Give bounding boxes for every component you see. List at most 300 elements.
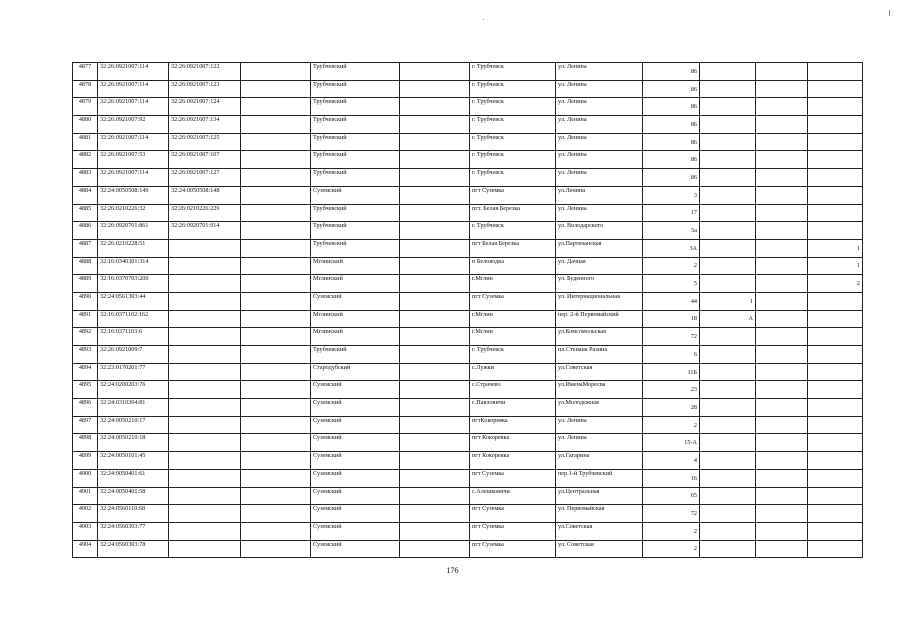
district-cell: Суземский (311, 469, 400, 487)
cadastral-number-cell: 32:24:0310304:81 (98, 399, 169, 417)
object-cadastral-number-cell: 32:26:0921007:124 (169, 98, 241, 116)
empty-cell (756, 292, 808, 310)
object-cadastral-number-cell (169, 434, 241, 452)
house-number-cell: 16 (643, 469, 700, 487)
street-cell: ул. Советская (556, 540, 643, 558)
settlement-cell: г.Мглин (470, 328, 556, 346)
building-cell (700, 63, 756, 81)
scan-speck (889, 10, 890, 16)
settlement-cell: г. Трубчевск (470, 346, 556, 364)
building-cell (700, 257, 756, 275)
district-cell: Мглинский (311, 328, 400, 346)
empty-cell (241, 363, 311, 381)
object-cadastral-number-cell: 32:26:0921007:123 (169, 80, 241, 98)
district-cell: Суземский (311, 292, 400, 310)
empty-cell (756, 151, 808, 169)
house-number-cell: 86 (643, 80, 700, 98)
cadastral-number-cell: 32:24:0200203:76 (98, 381, 169, 399)
settlement-cell: пгт Суземка (470, 292, 556, 310)
district-cell: Суземский (311, 434, 400, 452)
table-row (73, 257, 863, 275)
registry-table-body (73, 63, 863, 558)
empty-cell (756, 222, 808, 240)
apartment-cell (808, 80, 863, 98)
empty-cell (241, 540, 311, 558)
empty-cell (400, 257, 470, 275)
table-row (73, 434, 863, 452)
empty-cell (241, 292, 311, 310)
empty-cell (241, 522, 311, 540)
cadastral-number-cell: 32:26:0921009:7 (98, 346, 169, 364)
empty-cell (241, 381, 311, 399)
table-row (73, 80, 863, 98)
building-cell (700, 80, 756, 98)
building-cell (700, 381, 756, 399)
house-number-cell: 3А (643, 239, 700, 257)
row-number-cell: 4888 (73, 257, 98, 275)
building-cell (700, 363, 756, 381)
settlement-cell: пгт Суземка (470, 540, 556, 558)
cadastral-number-cell: 32:26:0921007:114 (98, 80, 169, 98)
street-cell: ул.Советская (556, 522, 643, 540)
cadastral-number-cell: 32:24:0560303:78 (98, 540, 169, 558)
object-cadastral-number-cell (169, 328, 241, 346)
empty-cell (241, 151, 311, 169)
object-cadastral-number-cell (169, 292, 241, 310)
table-row (73, 522, 863, 540)
apartment-cell (808, 416, 863, 434)
settlement-cell: г. Трубчевск (470, 169, 556, 187)
settlement-cell: г. Трубчевск (470, 222, 556, 240)
district-cell: Суземский (311, 186, 400, 204)
district-cell: Суземский (311, 452, 400, 470)
settlement-cell: пгт Кокоревка (470, 434, 556, 452)
district-cell: Трубчевский (311, 80, 400, 98)
empty-cell (241, 505, 311, 523)
house-number-cell: 3 (643, 186, 700, 204)
empty-cell (756, 346, 808, 364)
row-number-cell: 4899 (73, 452, 98, 470)
table-row (73, 204, 863, 222)
cadastral-number-cell: 32:26:0920701:861 (98, 222, 169, 240)
apartment-cell (808, 381, 863, 399)
object-cadastral-number-cell (169, 257, 241, 275)
house-number-cell: 5 (643, 275, 700, 293)
settlement-cell: пгт Суземка (470, 186, 556, 204)
empty-cell (241, 169, 311, 187)
empty-cell (756, 275, 808, 293)
district-cell: Трубчевский (311, 222, 400, 240)
settlement-cell: пгтКокоревка (470, 416, 556, 434)
empty-cell (400, 540, 470, 558)
building-cell (700, 522, 756, 540)
empty-cell (241, 222, 311, 240)
district-cell: Трубчевский (311, 116, 400, 134)
empty-cell (756, 540, 808, 558)
empty-cell (241, 487, 311, 505)
street-cell: ул. Ленина (556, 434, 643, 452)
row-number-cell: 4884 (73, 186, 98, 204)
row-number-cell: 4881 (73, 133, 98, 151)
cadastral-number-cell: 32:26:0921007:53 (98, 151, 169, 169)
empty-cell (756, 505, 808, 523)
building-cell: А (700, 310, 756, 328)
cadastral-number-cell: 32:24:0050101:45 (98, 452, 169, 470)
row-number-cell: 4903 (73, 522, 98, 540)
empty-cell (756, 328, 808, 346)
object-cadastral-number-cell (169, 363, 241, 381)
object-cadastral-number-cell: 32:26:0921007:125 (169, 133, 241, 151)
empty-cell (241, 275, 311, 293)
building-cell (700, 98, 756, 116)
object-cadastral-number-cell (169, 275, 241, 293)
cadastral-number-cell: 32:26:0921007:114 (98, 169, 169, 187)
table-row (73, 381, 863, 399)
empty-cell (241, 80, 311, 98)
empty-cell (400, 328, 470, 346)
table-row (73, 487, 863, 505)
object-cadastral-number-cell: 32:26:0921007:107 (169, 151, 241, 169)
building-cell (700, 275, 756, 293)
object-cadastral-number-cell (169, 505, 241, 523)
table-row (73, 186, 863, 204)
empty-cell (756, 98, 808, 116)
object-cadastral-number-cell (169, 469, 241, 487)
house-number-cell: 2 (643, 257, 700, 275)
empty-cell (756, 452, 808, 470)
table-row (73, 452, 863, 470)
table-row (73, 98, 863, 116)
empty-cell (400, 469, 470, 487)
house-number-cell: 86 (643, 63, 700, 81)
empty-cell (241, 328, 311, 346)
house-number-cell: 86 (643, 133, 700, 151)
building-cell (700, 186, 756, 204)
cadastral-number-cell: 32:24:0050401:58 (98, 487, 169, 505)
street-cell: ул. Ленина (556, 63, 643, 81)
empty-cell (241, 98, 311, 116)
empty-cell (400, 275, 470, 293)
table-row (73, 222, 863, 240)
object-cadastral-number-cell (169, 416, 241, 434)
empty-cell (756, 63, 808, 81)
empty-cell (400, 363, 470, 381)
table-row (73, 310, 863, 328)
cadastral-number-cell: 32:24:0050210:18 (98, 434, 169, 452)
apartment-cell (808, 452, 863, 470)
house-number-cell: 86 (643, 98, 700, 116)
district-cell: Суземский (311, 522, 400, 540)
table-row (73, 505, 863, 523)
cadastral-number-cell: 32:26:0921007:114 (98, 98, 169, 116)
street-cell: ул. Первомайская (556, 505, 643, 523)
house-number-cell: 65 (643, 487, 700, 505)
empty-cell (400, 186, 470, 204)
house-number-cell: 2 (643, 540, 700, 558)
settlement-cell: пгт Суземка (470, 505, 556, 523)
object-cadastral-number-cell: 32:26:0921007:122 (169, 63, 241, 81)
table-row (73, 346, 863, 364)
empty-cell (756, 399, 808, 417)
apartment-cell (808, 434, 863, 452)
cadastral-number-cell: 32:16:0371103:6 (98, 328, 169, 346)
district-cell: Суземский (311, 416, 400, 434)
street-cell: ул. Ленина (556, 151, 643, 169)
row-number-cell: 4891 (73, 310, 98, 328)
table-row (73, 328, 863, 346)
row-number-cell: 4878 (73, 80, 98, 98)
house-number-cell: 15-А (643, 434, 700, 452)
empty-cell (756, 80, 808, 98)
district-cell: Суземский (311, 381, 400, 399)
apartment-cell: 1 (808, 239, 863, 257)
cadastral-number-cell: 32:24:0050401:61 (98, 469, 169, 487)
object-cadastral-number-cell (169, 310, 241, 328)
cadastral-number-cell: 32:26:0921007:114 (98, 63, 169, 81)
cadastral-number-cell: 32:26:0210228:51 (98, 239, 169, 257)
empty-cell (241, 239, 311, 257)
empty-cell (400, 346, 470, 364)
street-cell: ул.Ленина (556, 186, 643, 204)
empty-cell (400, 434, 470, 452)
street-cell: ул. Ленина (556, 204, 643, 222)
apartment-cell (808, 328, 863, 346)
empty-cell (241, 116, 311, 134)
table-row (73, 275, 863, 293)
object-cadastral-number-cell: 32:26:0921007:134 (169, 116, 241, 134)
apartment-cell (808, 169, 863, 187)
apartment-cell (808, 540, 863, 558)
empty-cell (756, 416, 808, 434)
district-cell: Суземский (311, 487, 400, 505)
table-row (73, 151, 863, 169)
settlement-cell: с.Лужки (470, 363, 556, 381)
row-number-cell: 4901 (73, 487, 98, 505)
row-number-cell: 4886 (73, 222, 98, 240)
settlement-cell: п Беловодка (470, 257, 556, 275)
object-cadastral-number-cell (169, 381, 241, 399)
empty-cell (400, 63, 470, 81)
district-cell: Трубчевский (311, 63, 400, 81)
apartment-cell (808, 204, 863, 222)
row-number-cell: 4879 (73, 98, 98, 116)
house-number-cell: 6 (643, 346, 700, 364)
apartment-cell (808, 522, 863, 540)
house-number-cell: 17 (643, 204, 700, 222)
cadastral-number-cell: 32:26:0921007:114 (98, 133, 169, 151)
cadastral-number-cell: 32:24:0561303:44 (98, 292, 169, 310)
scan-speck (483, 19, 484, 20)
table-row (73, 63, 863, 81)
cadastral-number-cell: 32:24:0560303:77 (98, 522, 169, 540)
district-cell: Трубчевский (311, 151, 400, 169)
settlement-cell: г. Трубчевск (470, 80, 556, 98)
street-cell: ул.ИменаМоресва (556, 381, 643, 399)
table-row (73, 116, 863, 134)
building-cell (700, 540, 756, 558)
settlement-cell: г.Мглин (470, 310, 556, 328)
district-cell: Мглинский (311, 257, 400, 275)
house-number-cell: 28 (643, 399, 700, 417)
empty-cell (400, 416, 470, 434)
house-number-cell: 4 (643, 452, 700, 470)
district-cell: Трубчевский (311, 98, 400, 116)
row-number-cell: 4890 (73, 292, 98, 310)
empty-cell (756, 257, 808, 275)
settlement-cell: пгт Суземка (470, 522, 556, 540)
street-cell: ул.Советская (556, 363, 643, 381)
building-cell (700, 452, 756, 470)
district-cell: Суземский (311, 505, 400, 523)
settlement-cell: г. Трубчевск (470, 151, 556, 169)
apartment-cell (808, 222, 863, 240)
building-cell (700, 239, 756, 257)
empty-cell (241, 133, 311, 151)
empty-cell (400, 292, 470, 310)
object-cadastral-number-cell (169, 540, 241, 558)
cadastral-number-cell: 32:23:0170201:77 (98, 363, 169, 381)
row-number-cell: 4882 (73, 151, 98, 169)
settlement-cell: г. Трубчевск (470, 63, 556, 81)
empty-cell (400, 381, 470, 399)
object-cadastral-number-cell: 32:26:0210226:229 (169, 204, 241, 222)
district-cell: Мглинский (311, 275, 400, 293)
table-row (73, 169, 863, 187)
row-number-cell: 4896 (73, 399, 98, 417)
apartment-cell (808, 292, 863, 310)
row-number-cell: 4883 (73, 169, 98, 187)
building-cell (700, 416, 756, 434)
building-cell: 1 (700, 292, 756, 310)
building-cell (700, 116, 756, 134)
building-cell (700, 346, 756, 364)
object-cadastral-number-cell: 32:26:0920701:914 (169, 222, 241, 240)
house-number-cell: 23 (643, 381, 700, 399)
empty-cell (400, 169, 470, 187)
empty-cell (400, 399, 470, 417)
empty-cell (400, 116, 470, 134)
empty-cell (400, 522, 470, 540)
table-row (73, 292, 863, 310)
object-cadastral-number-cell (169, 239, 241, 257)
building-cell (700, 169, 756, 187)
street-cell: ул. Ленина (556, 80, 643, 98)
cadastral-number-cell: 32:24:0560110:68 (98, 505, 169, 523)
empty-cell (241, 434, 311, 452)
district-cell: Трубчевский (311, 169, 400, 187)
empty-cell (756, 169, 808, 187)
street-cell: ул. Дачная (556, 257, 643, 275)
building-cell (700, 399, 756, 417)
table-row (73, 363, 863, 381)
cadastral-number-cell: 32:16:0370703:200 (98, 275, 169, 293)
house-number-cell: 86 (643, 151, 700, 169)
house-number-cell: 72 (643, 328, 700, 346)
house-number-cell: 44 (643, 292, 700, 310)
row-number-cell: 4897 (73, 416, 98, 434)
street-cell: ул. Буденного (556, 275, 643, 293)
row-number-cell: 4877 (73, 63, 98, 81)
empty-cell (756, 381, 808, 399)
row-number-cell: 4900 (73, 469, 98, 487)
street-cell: ул. Ленина (556, 133, 643, 151)
empty-cell (756, 204, 808, 222)
settlement-cell: с.Павловичи (470, 399, 556, 417)
empty-cell (756, 434, 808, 452)
row-number-cell: 4887 (73, 239, 98, 257)
object-cadastral-number-cell (169, 522, 241, 540)
settlement-cell: г. Трубчевск (470, 116, 556, 134)
empty-cell (400, 204, 470, 222)
district-cell: Суземский (311, 540, 400, 558)
table-row (73, 540, 863, 558)
empty-cell (241, 469, 311, 487)
street-cell: ул. Ленина (556, 116, 643, 134)
settlement-cell: г. Трубчевск (470, 133, 556, 151)
object-cadastral-number-cell (169, 399, 241, 417)
empty-cell (400, 452, 470, 470)
street-cell: ул. Ленина (556, 98, 643, 116)
settlement-cell: пгт Кокоревка (470, 452, 556, 470)
settlement-cell: с.Страчево (470, 381, 556, 399)
apartment-cell (808, 63, 863, 81)
building-cell (700, 151, 756, 169)
empty-cell (241, 416, 311, 434)
street-cell: ул.Гагарина (556, 452, 643, 470)
empty-cell (400, 133, 470, 151)
building-cell (700, 328, 756, 346)
empty-cell (756, 133, 808, 151)
building-cell (700, 469, 756, 487)
settlement-cell: пгт Белая Березка (470, 239, 556, 257)
empty-cell (400, 80, 470, 98)
house-number-cell: 5а (643, 222, 700, 240)
empty-cell (756, 239, 808, 257)
building-cell (700, 204, 756, 222)
empty-cell (756, 186, 808, 204)
empty-cell (241, 399, 311, 417)
district-cell: Трубчевский (311, 204, 400, 222)
row-number-cell: 4885 (73, 204, 98, 222)
row-number-cell: 4904 (73, 540, 98, 558)
empty-cell (241, 257, 311, 275)
street-cell: ул.Молодежная (556, 399, 643, 417)
settlement-cell: г.Мглин (470, 275, 556, 293)
settlement-cell: г. Трубчевск (470, 98, 556, 116)
cadastral-number-cell: 32:24:0050508:149 (98, 186, 169, 204)
apartment-cell (808, 116, 863, 134)
cadastral-number-cell: 32:16:0371102:162 (98, 310, 169, 328)
settlement-cell: пгт Суземка (470, 469, 556, 487)
empty-cell (400, 151, 470, 169)
building-cell (700, 222, 756, 240)
house-number-cell: 86 (643, 116, 700, 134)
row-number-cell: 4880 (73, 116, 98, 134)
row-number-cell: 4898 (73, 434, 98, 452)
table-row (73, 469, 863, 487)
street-cell: ул. Ленина (556, 416, 643, 434)
object-cadastral-number-cell (169, 346, 241, 364)
house-number-cell: 86 (643, 169, 700, 187)
empty-cell (756, 522, 808, 540)
empty-cell (241, 310, 311, 328)
district-cell: Трубчевский (311, 133, 400, 151)
apartment-cell (808, 346, 863, 364)
empty-cell (241, 63, 311, 81)
apartment-cell (808, 133, 863, 151)
street-cell: ул.Партизанская (556, 239, 643, 257)
apartment-cell (808, 505, 863, 523)
